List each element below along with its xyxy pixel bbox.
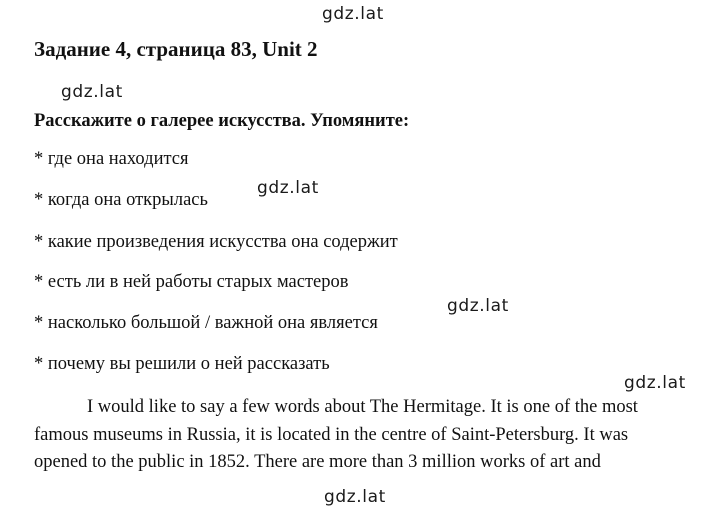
watermark-middle: gdz.lat xyxy=(257,178,319,198)
bullet-item-reason: * почему вы решили о ней рассказать xyxy=(34,354,330,374)
watermark-far-right: gdz.lat xyxy=(624,373,686,393)
answer-paragraph-line-1: I would like to say a few words about The Hermitage. It is one of the most xyxy=(87,397,638,417)
watermark-left: gdz.lat xyxy=(61,82,123,102)
watermark-right: gdz.lat xyxy=(447,296,509,316)
task-subtitle: Расскажите о галерее искусства. Упомяните: xyxy=(34,111,410,131)
watermark-top: gdz.lat xyxy=(322,4,384,24)
bullet-item-artworks: * какие произведения искусства она содержит xyxy=(34,232,398,252)
answer-paragraph-line-3: opened to the public in 1852. There are more than 3 million works of art and xyxy=(34,452,601,472)
bullet-item-old-masters: * есть ли в ней работы старых мастеров xyxy=(34,272,349,292)
bullet-item-importance: * насколько большой / важной она является xyxy=(34,313,378,333)
answer-paragraph-line-2: famous museums in Russia, it is located in the centre of Saint-Petersburg. It was xyxy=(34,425,629,445)
bullet-item-opened: * когда она открылась xyxy=(34,190,208,210)
watermark-bottom: gdz.lat xyxy=(324,487,386,507)
bullet-item-location: * где она находится xyxy=(34,149,189,169)
page-title: Задание 4, страница 83, Unit 2 xyxy=(34,37,318,61)
